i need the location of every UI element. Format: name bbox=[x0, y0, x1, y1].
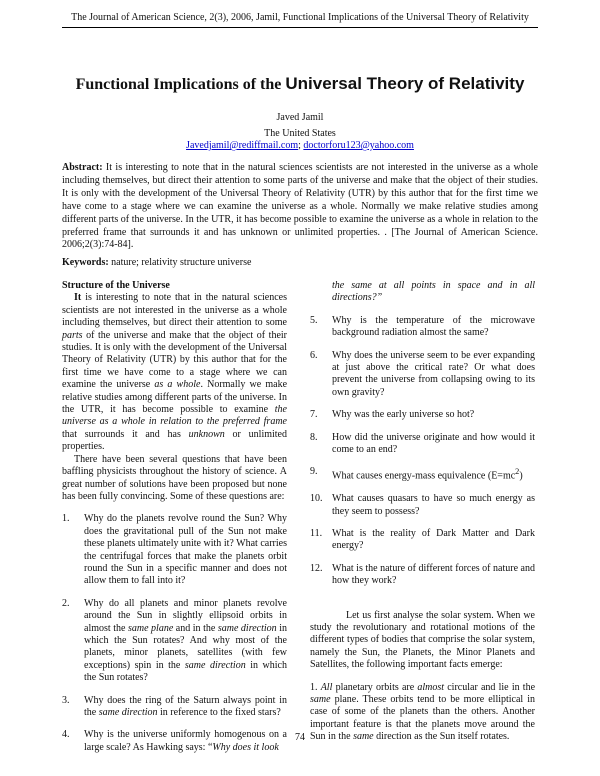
email-link-1[interactable]: Javedjamil@rediffmail.com bbox=[186, 140, 299, 151]
question-4-continued: the same at all points in space and in all directions?” bbox=[332, 280, 535, 304]
q9-text-a: What causes energy-mass equivalence (E=mc bbox=[332, 470, 516, 482]
question-number: 9. bbox=[310, 466, 318, 478]
question-text: Why is the temperature of the microwave background radiation almost the same? bbox=[332, 314, 535, 339]
question-number: 8. bbox=[310, 431, 318, 443]
q4-text-b: Why does it look bbox=[212, 741, 279, 753]
intro-text-h: unknown bbox=[188, 428, 225, 440]
q3-text-b: same direction bbox=[98, 707, 158, 718]
abstract-text: It is interesting to note that in the natural sciences scientists are not interested in the universe as a whole including themselves, but direct their attention to some parts of the universe and make that the object of their studies. It is only with the development of the Universal Theory of Relativity (UTR) by this author that for the first time we have come to a stage where we can examine the universe as a whole. Normally we make relative studies among different parts of the universe. In the UTR, it has become possible to examine the universe as a whole in relation to the preferred frame that surrounds it and has unknown or unlimited properties. . [The Journal of American Science. 2006;2(3):74-84]. bbox=[62, 162, 538, 251]
question-text bbox=[84, 695, 287, 720]
fact1-text-h: same bbox=[353, 731, 374, 743]
fact1-text-d: almost bbox=[417, 681, 445, 693]
question-number: 5. bbox=[310, 314, 318, 326]
q4-text-a: Why is the universe uniformly homogenous on a large scale? As Hawking says: “ bbox=[84, 729, 287, 753]
intro-text-e: . Normally we make relative studies among different parts of the universe. In the UTR, it has become possible to examine bbox=[62, 379, 288, 416]
question-number: 3. bbox=[62, 694, 70, 706]
intro-text-b: parts bbox=[62, 329, 83, 341]
fact1-text-f: same bbox=[310, 694, 331, 706]
question-text: Why does the universe seem to be ever expanding at just above the critical rate? Or what does prevent the universe from collapsing owing to its own gravity? bbox=[332, 349, 535, 398]
abstract-label: Abstract: bbox=[62, 162, 103, 173]
intro-lead: It bbox=[74, 292, 82, 304]
q2-text-e: in which the Sun rotates? And why most of the planets, minor planets, satellites (with few exceptions) spin in the bbox=[84, 622, 287, 671]
intro-text-a: is interesting to note that in the natural sciences scientists are not interested in the universe as a whole including themselves, but direct their attention to some bbox=[62, 292, 287, 329]
question-number: 2. bbox=[62, 597, 70, 609]
question-text: What is the nature of different forces of nature and how they work? bbox=[332, 562, 535, 587]
question-text: Why was the early universe so hot? bbox=[332, 409, 475, 421]
question-7 bbox=[310, 409, 535, 421]
right-column bbox=[310, 280, 535, 744]
question-text: Why do the planets revolve round the Sun? Why does the gravitational pull of the Sun not make these planets ultimately unite with it? What carries the centrifugal forces that make the planets orbit round the Sun in a specific manner and does not allow them to fall into it? bbox=[84, 513, 287, 587]
q2-text-b: same plane bbox=[127, 622, 174, 634]
question-2 bbox=[62, 598, 287, 685]
paper-title bbox=[0, 74, 600, 94]
question-9 bbox=[310, 466, 535, 483]
q2-text-d: same direction bbox=[217, 622, 277, 634]
question-1 bbox=[62, 513, 287, 587]
q3-text-c: in reference to the fixed stars? bbox=[157, 707, 281, 718]
intro-text-g: that surrounds it and has bbox=[62, 428, 189, 440]
email-separator: ; bbox=[298, 140, 304, 151]
question-number: 6. bbox=[310, 349, 318, 361]
left-column bbox=[62, 280, 287, 754]
q2-text-f: same direction bbox=[184, 659, 246, 671]
q2-text-c: and in the bbox=[173, 622, 218, 634]
title-part2: Universal Theory of Relativity bbox=[285, 74, 525, 93]
keywords bbox=[62, 257, 251, 268]
fact1-text-e: circular and lie in the bbox=[444, 681, 536, 693]
question-number: 11. bbox=[310, 528, 323, 540]
question-10 bbox=[310, 493, 535, 518]
question-12 bbox=[310, 563, 535, 588]
intro-text-d: as a whole bbox=[154, 379, 201, 391]
intro-paragraph-1 bbox=[62, 292, 287, 453]
q3-text-a: Why does the ring of the Saturn always point in the bbox=[84, 694, 287, 718]
title-part1: Functional Implications of the bbox=[75, 76, 286, 93]
question-3 bbox=[62, 695, 287, 720]
section-heading: Structure of the Universe bbox=[62, 280, 170, 291]
intro-text-i: or unlimited properties. bbox=[62, 428, 287, 453]
affiliation: The United States bbox=[264, 128, 336, 139]
fact1-text-g: plane. These orbits tend to be more elliptical in case of some of the planets than the others. Another important feature is that the planets move around the Sun in the bbox=[310, 694, 535, 743]
abstract bbox=[62, 162, 538, 252]
solar-system-paragraph: Let us first analyse the solar system. When we study the revolutionary and rotational motions of the different types of bodies that comprise the solar system, namely the Sun, the Planets, the Minor Planets and Satellites, the following important facts emerge: bbox=[310, 609, 535, 671]
question-6 bbox=[310, 350, 535, 400]
author-emails bbox=[0, 140, 600, 151]
email-link-2[interactable]: doctorforu123@yahoo.com bbox=[303, 140, 414, 151]
fact1-text-a: 1. bbox=[310, 681, 321, 693]
question-text: How did the universe originate and how would it come to an end? bbox=[332, 431, 535, 456]
keywords-label: Keywords: bbox=[62, 257, 109, 268]
fact1-text-c: planetary orbits are bbox=[332, 681, 418, 693]
question-number: 12. bbox=[310, 562, 323, 574]
page-number: 74 bbox=[295, 732, 305, 743]
intro-text-c: of the universe and make that the object of their studies. It is only with the development of the Universal Theory of Relativity (UTR) by this author that for the first time we have come to a stage where we can examine the universe bbox=[62, 329, 287, 391]
keywords-text: nature; relativity structure universe bbox=[108, 257, 252, 268]
question-text: What is the reality of Dark Matter and Dark energy? bbox=[332, 528, 535, 552]
question-text bbox=[332, 466, 535, 483]
question-number: 1. bbox=[62, 513, 70, 525]
q9-superscript: 2 bbox=[515, 467, 520, 477]
q2-text-a: Why do all planets and minor planets revolve around the Sun in slightly ellipsoid orbits in almost the bbox=[84, 597, 287, 634]
question-8 bbox=[310, 432, 535, 457]
question-number: 10. bbox=[310, 493, 323, 505]
intro-text-f: the universe as a whole in relation to the preferred frame bbox=[62, 404, 287, 428]
q2-text-g: in which the Sun rotates? bbox=[84, 659, 287, 684]
intro-paragraph-2: There have been several questions that have been baffling physicists throughout the history of science. A great number of solutions have been proposed but none has been fully convincing. Some of these questions are: bbox=[62, 453, 287, 502]
q9-text-b: ) bbox=[519, 470, 523, 482]
question-5 bbox=[310, 315, 535, 340]
fact1-text-i: direction as the Sun itself rotates. bbox=[373, 731, 510, 743]
question-text bbox=[84, 598, 287, 685]
author-name: Javed Jamil bbox=[276, 112, 324, 123]
question-number: 4. bbox=[62, 729, 70, 741]
question-number: 7. bbox=[310, 409, 318, 421]
journal-header: The Journal of American Science, 2(3), 2006, Jamil, Functional Implications of the Universal Theory of Relativity bbox=[62, 12, 538, 28]
question-11 bbox=[310, 528, 535, 553]
fact1-text-b: All bbox=[320, 681, 333, 693]
question-text: What causes quasars to have so much energy as they seem to possess? bbox=[332, 493, 535, 517]
